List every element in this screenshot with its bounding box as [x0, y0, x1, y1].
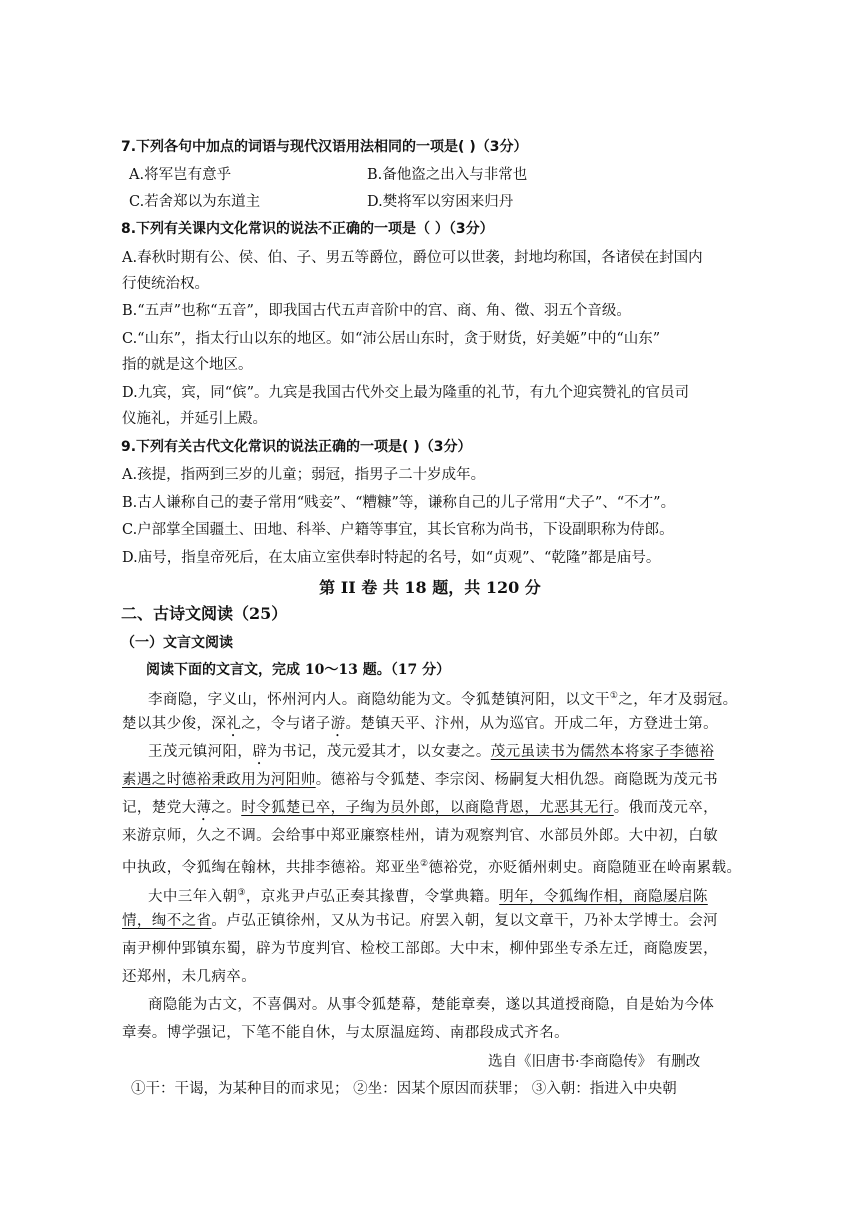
underlined-sentence: 明年，令狐绹作相，商隐屡启陈 — [499, 888, 708, 905]
question-7-option-a: A.将军岂有意乎 — [129, 167, 232, 183]
passage-line: 南尹柳仲郢镇东蜀，辟为节度判官、检校工部郎。大中末，柳仲郢坐专杀左迁，商隐废罢， — [122, 941, 718, 957]
question-9-option-d: D.庙号，指皇帝死后，在太庙立室供奉时特起的名号，如“贞观”、“乾隆”都是庙号。 — [122, 550, 661, 566]
footnotes: ①干：干谒，为某种目的而求见； ②坐：因某个原因而获罪； ③入朝：指进入中央朝 — [131, 1081, 677, 1097]
question-8-option-a-line1: A.春秋时期有公、侯、伯、子、男五等爵位，爵位可以世袭，封地均称国，各诸侯在封国内 — [122, 250, 703, 266]
passage-text: 记，楚党大 — [122, 800, 197, 816]
passage-line — [122, 854, 741, 878]
underlined-sentence: 时令狐楚已卒，子绹为员外郎，以商隐背恩，尤恶其无行 — [241, 800, 614, 816]
passage-line: 来游京师，久之不调。会给事中郑亚廉察桂州，请为观察判官、水部员外郎。大中初，白敏 — [122, 828, 718, 844]
passage-line: 商隐能为古文，不喜偶对。从事令狐楚幕，楚能章奏，遂以其道授商隐，自是始为今体 — [148, 997, 715, 1013]
question-8-option-b: B.“五声”也称“五音”，即我国古代五声音阶中的宫、商、角、徵、羽五个音级。 — [122, 303, 631, 319]
passage-line — [148, 742, 714, 768]
passage-text: 楚以其少俊，深 — [122, 716, 227, 732]
passage-line — [148, 686, 738, 710]
passage-text: 为书记，茂元爱其才，以女妻之。 — [267, 744, 491, 760]
question-7-option-b: B.备他盗之出入与非常也 — [367, 167, 528, 183]
subsection-title: （一）文言文阅读 — [121, 635, 233, 651]
question-7-stem: 7.下列各句中加点的词语与现代汉语用法相同的一项是( )（3分） — [121, 139, 528, 155]
passage-text: 。俄而茂元卒， — [613, 800, 719, 816]
footnote-marker: ③ — [237, 888, 246, 898]
passage-text: ，京兆尹卢弘正奏其掾曹，令掌典籍。 — [245, 888, 500, 905]
question-9-option-b: B.古人谦称自己的妻子常用“贱妾”、“糟糠”等，谦称自己的儿子常用“犬子”、“不才”。 — [122, 495, 676, 511]
passage-text: 之，年才及弱冠。 — [618, 691, 738, 708]
underlined-sentence: 素遇之时德裕秉政用为河阳帅 — [122, 772, 316, 788]
question-8-option-c-line2: 指的就是这个地区。 — [122, 357, 253, 373]
passage-line — [122, 770, 718, 790]
question-8-stem: 8.下列有关课内文化常识的说法不正确的一项是（ ）（3分） — [121, 221, 494, 237]
passage-text: 德裕党，亦贬循州刺史。商隐随亚在岭南累载。 — [428, 859, 742, 876]
passage-text: 中执政，令狐绹在翰林，共排李德裕。郑亚坐 — [122, 859, 420, 876]
section-2-title: 二、古诗文阅读（25） — [121, 604, 288, 623]
reading-instruction: 阅读下面的文言文，完成 10～13 题。（17 分） — [146, 662, 451, 678]
question-9-option-a: A.孩提，指两到三岁的儿童；弱冠，指男子二十岁成年。 — [122, 467, 486, 483]
question-8-option-a-line2: 行使统治权。 — [122, 276, 209, 292]
passage-text: 王茂元镇河阳， — [148, 744, 253, 760]
volume-title: 第 II 卷 共 18 题，共 120 分 — [319, 578, 541, 597]
passage-text: 。楚镇天平、汴州，从为巡官。开成二年，方登进士第。 — [345, 716, 719, 732]
passage-text: 之。 — [211, 800, 242, 816]
footnote-marker: ① — [609, 691, 619, 701]
passage-source: 选自《旧唐书·李商隐传》 有删改 — [488, 1054, 701, 1070]
passage-text: 。卢弘正镇徐州，又从为书记。府罢入朝，复以文章干，乃补太学博士。会河 — [211, 913, 719, 929]
passage-line — [148, 883, 708, 907]
footnote-marker: ② — [420, 859, 429, 869]
dotted-word: 游 — [330, 716, 346, 732]
passage-line: 章奏。博学强记，下笔不能自休，与太原温庭筠、南郡段成式齐名。 — [122, 1025, 569, 1041]
passage-text: 之，令与诸子 — [241, 716, 331, 732]
passage-line: 还郑州，未几病卒。 — [122, 969, 257, 985]
dotted-word: 薄 — [196, 800, 212, 816]
question-8-option-d-line1: D.九宾，宾，同“傧”。九宾是我国古代外交上最为隆重的礼节，有九个迎宾赞礼的官员司 — [122, 385, 690, 401]
underlined-sentence: 情，绹不之省 — [122, 913, 212, 929]
passage-line — [122, 911, 718, 931]
underlined-sentence: 茂元虽读书为儒然本将家子李德裕 — [490, 744, 715, 760]
question-9-stem: 9.下列有关古代文化常识的说法正确的一项是( )（3分） — [121, 439, 472, 455]
passage-line — [122, 798, 718, 824]
passage-text: 大中三年入朝 — [148, 888, 238, 905]
question-9-option-c: C.户部掌全国疆土、田地、科举、户籍等事宜，其长官称为尚书，下设副职称为侍郎。 — [122, 522, 674, 538]
dotted-word: 礼 — [226, 716, 242, 732]
passage-line — [122, 714, 718, 740]
question-7-option-c: C.若舍郑以为东道主 — [129, 194, 261, 210]
passage-text: 。德裕与令狐楚、李宗闵、杨嗣复大相仇怨。商隐既为茂元书 — [315, 772, 719, 788]
question-8-option-c-line1: C.“山东”，指太行山以东的地区。如“沛公居山东时，贪于财货，好美姬”中的“山东” — [122, 331, 661, 347]
passage-text: 李商隐，字义山，怀州河内人。商隐幼能为文。令狐楚镇河阳，以文干 — [148, 691, 610, 708]
question-7-option-d: D.樊将军以穷困来归丹 — [367, 194, 514, 210]
dotted-word: 辟 — [252, 744, 268, 760]
question-8-option-d-line2: 仪施礼，并延引上殿。 — [122, 411, 267, 427]
